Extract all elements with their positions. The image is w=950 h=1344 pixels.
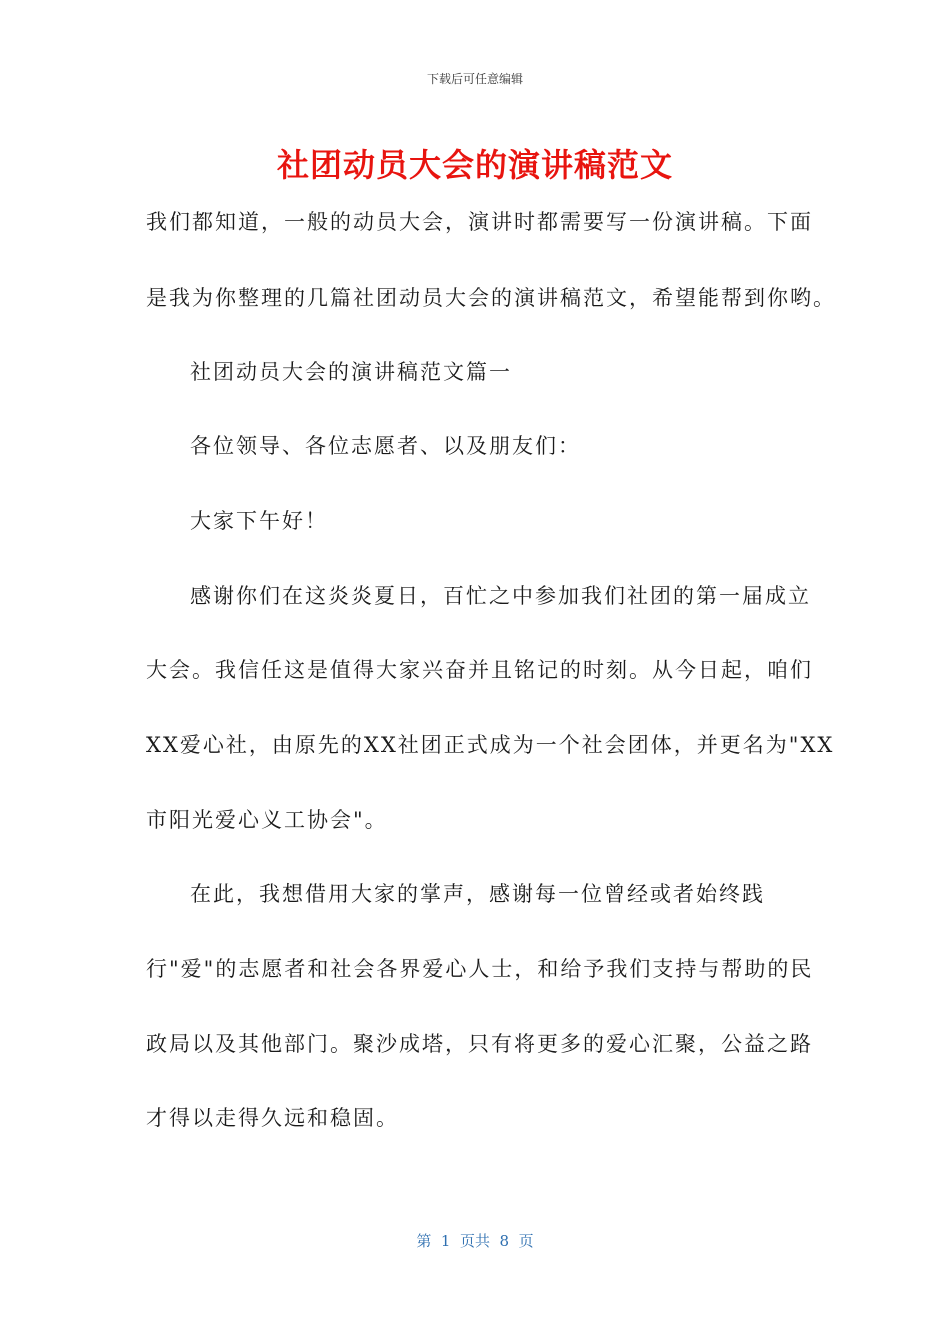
section-heading: 社团动员大会的演讲稿范文篇一	[190, 360, 512, 384]
paragraph-line: 政局以及其他部门。聚沙成塔，只有将更多的爱心汇聚，公益之路	[146, 1032, 813, 1056]
paragraph-line: 大会。我信任这是值得大家兴奋并且铭记的时刻。从今日起，咱们	[146, 658, 813, 682]
paragraph-line: 是我为你整理的几篇社团动员大会的演讲稿范文，希望能帮到你哟。	[146, 286, 836, 310]
paragraph-line: 市阳光爱心义工协会"。	[146, 808, 388, 832]
paragraph-line: 我们都知道，一般的动员大会，演讲时都需要写一份演讲稿。下面	[146, 210, 813, 234]
paragraph-line: 行"爱"的志愿者和社会各界爱心人士，和给予我们支持与帮助的民	[146, 957, 814, 981]
paragraph-line: 才得以走得久远和稳固。	[146, 1106, 399, 1130]
paragraph-line: 在此，我想借用大家的掌声，感谢每一位曾经或者始终践	[190, 882, 765, 906]
document-title: 社团动员大会的演讲稿范文	[276, 146, 673, 184]
header-note: 下载后可任意编辑	[426, 72, 523, 86]
paragraph-line: XX爱心社，由原先的XX社团正式成为一个社会团体，并更名为"XX	[146, 733, 835, 757]
salutation: 各位领导、各位志愿者、以及朋友们：	[190, 434, 581, 458]
page-indicator: 第 1 页共 8 页	[416, 1232, 534, 1250]
greeting: 大家下午好！	[190, 509, 328, 533]
paragraph-line: 感谢你们在这炎炎夏日，百忙之中参加我们社团的第一届成立	[190, 584, 811, 608]
